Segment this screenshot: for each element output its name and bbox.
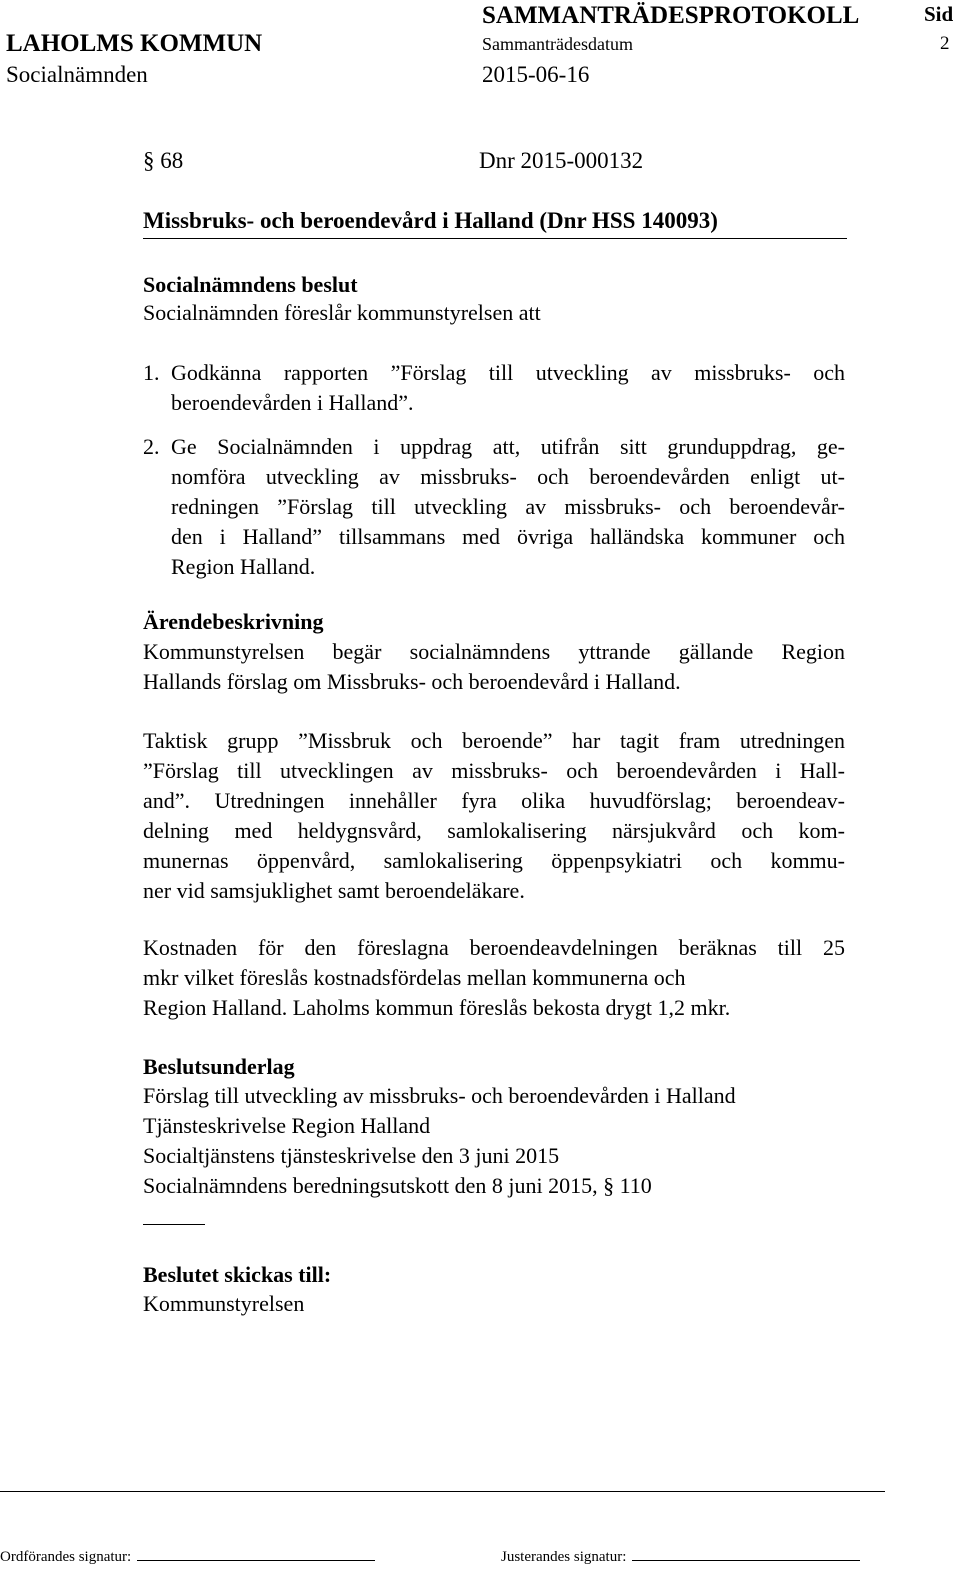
decision-item-line: Godkänna rapporten ”Förslag till utveckling av missbruks- och [171,360,845,385]
adjuster-signature-label: Justerandes signatur: [501,1549,627,1565]
signature-line [137,1548,375,1561]
adjuster-signature [501,1548,860,1566]
decision-intro: Socialnämnden föreslår kommunstyrelsen att [143,300,541,325]
description-paragraph [143,726,845,906]
decision-item-line: Region Halland. [171,554,316,579]
basis-item: Socialtjänstens tjänsteskrivelse den 3 juni 2015 [143,1143,560,1168]
basis-list [143,1081,845,1201]
decision-item-number: 1. [143,360,160,385]
text-line: Region Halland. Laholms kommun föreslås bekosta drygt 1,2 mkr. [143,995,731,1020]
case-number: Dnr 2015-000132 [479,148,644,173]
description-paragraph [143,637,845,697]
description-paragraph [143,933,845,1023]
basis-item: Socialnämndens beredningsutskott den 8 juni 2015, § 110 [143,1173,652,1198]
signature-line [632,1548,860,1561]
text-line: Taktisk grupp ”Missbruk och beroende” har tagit fram utredningen [143,728,845,753]
decision-item-number: 2. [143,434,160,459]
decision-item-line: den i Halland” tillsammans med övriga halländska kommuner och [171,524,845,549]
text-line: mkr vilket föreslås kostnadsfördelas mellan kommunerna och [143,965,686,990]
decision-item-line: nomföra utveckling av missbruks- och beroendevården enligt ut- [171,464,845,489]
separator-line [143,1224,205,1225]
description-heading: Ärendebeskrivning [143,609,324,634]
page-number: 2 [940,33,950,54]
paragraph-header [143,148,644,174]
text-line: delning med heldygnsvård, samlokalisering närsjukvård och kom- [143,818,845,843]
text-line: ner vid samsjuklighet samt beroendeläkare. [143,878,525,903]
basis-item: Tjänsteskrivelse Region Halland [143,1113,431,1138]
decision-item-line: redningen ”Förslag till utveckling av missbruks- och beroendevår- [171,494,845,519]
text-line: Kommunstyrelsen begär socialnämndens yttrande gällande Region [143,639,845,664]
chair-signature-label: Ordförandes signatur: [0,1549,132,1565]
meeting-date: 2015-06-16 [482,62,590,87]
decision-heading: Socialnämndens beslut [143,272,358,297]
decision-item-line: beroendevården i Halland”. [171,390,414,415]
chair-signature [0,1548,375,1566]
decision-item [143,358,845,418]
text-line: ”Förslag till utvecklingen av missbruks- och beroendevården i Hall- [143,758,845,783]
text-line: Kostnaden för den föreslagna beroendeavdelningen beräknas till 25 [143,935,845,960]
text-line: munernas öppenvård, samlokalisering öppenpsykiatri och kommu- [143,848,845,873]
case-title: Missbruks- och beroendevård i Halland (Dnr HSS 140093) [143,208,847,239]
footer-divider [0,1491,885,1492]
text-line: Hallands förslag om Missbruks- och beroendevård i Halland. [143,669,681,694]
basis-heading: Beslutsunderlag [143,1054,295,1079]
sent-to-heading: Beslutet skickas till: [143,1262,332,1287]
page-label: Sid [924,2,954,26]
text-line: and”. Utredningen innehåller fyra olika huvudförslag; beroendeav- [143,788,845,813]
department-name: Socialnämnden [6,62,148,87]
document-type: SAMMANTRÄDESPROTOKOLL [482,2,860,29]
basis-item: Förslag till utveckling av missbruks- och beroendevården i Halland [143,1083,736,1108]
meeting-date-label: Sammanträdesdatum [482,34,633,54]
paragraph-number: § 68 [143,148,184,173]
decision-item [143,432,845,582]
decision-item-line: Ge Socialnämnden i uppdrag att, utifrån sitt grunduppdrag, ge- [171,434,845,459]
recipient: Kommunstyrelsen [143,1291,305,1316]
municipality-name: LAHOLMS KOMMUN [6,30,263,57]
